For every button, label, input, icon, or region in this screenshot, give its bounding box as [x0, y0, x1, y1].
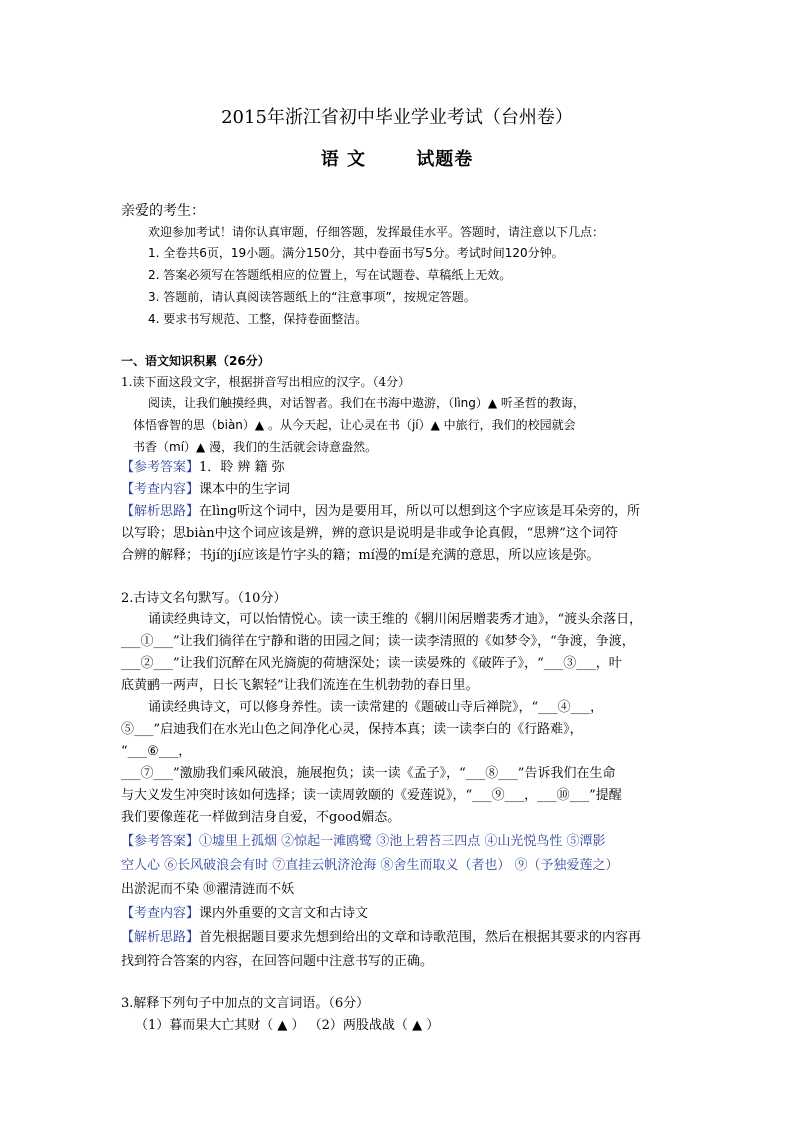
instruction-item: 2. 答案必须写在答题纸相应的位置上，写在试题卷、草稿纸上无效。	[148, 268, 512, 282]
greeting: 亲爱的考生：	[121, 203, 205, 219]
question-2-stem: 2.古诗文名句默写。（10分）	[121, 591, 287, 606]
q2-passage-line: 底黄鹂一两声，日长飞絮轻”让我们流连在生机勃勃的春日里。	[121, 678, 479, 693]
analysis-text: 在lìng听这个词中，因为是要用耳，所以可以想到这个字应该是耳朵旁的，所	[199, 504, 641, 519]
content-tag: 【考查内容】	[121, 906, 200, 921]
q2-passage-line: “___⑥___，	[121, 744, 192, 759]
q3-items: （1）暮而果大亡其财（ ▲ ） （2）两股战战（ ▲ ）	[135, 1018, 440, 1033]
q1-analysis	[121, 502, 640, 522]
exam-subtitle	[0, 148, 794, 172]
q2-passage-line: ⑤___”启迪我们在水光山色之间净化心灵，保持本真；读一读李白的《行路难》，	[121, 722, 583, 737]
q2-answer	[121, 832, 606, 852]
q1-passage-line: 体悟睿智的思（biàn）▲ 。从今天起，让心灵在书（jí）▲ 中旅行，我们的校园就会	[133, 418, 576, 432]
q2-passage-line: 与大义发生冲突时该如何选择；读一读周敦颐的《爱莲说》，“___⑨___，___⑩___”提醒	[121, 788, 622, 803]
q2-passage-line: ___①___”让我们徜徉在宁静和谐的田园之间；读一读李清照的《如梦令》，“争渡，争渡，	[121, 634, 635, 649]
analysis-tag: 【解析思路】	[121, 504, 200, 519]
paper-label: 试题卷	[416, 149, 474, 170]
answer-tag: 【参考答案】	[121, 460, 200, 475]
answer-text: 空人心 ⑥长风破浪会有时 ⑦直挂云帆济沧海 ⑧舍生而取义（者也） ⑨（予独爱莲之）	[121, 858, 619, 873]
answer-text: ①墟里上孤烟 ②惊起一滩鸥鹭 ③池上碧苔三四点 ④山光悦鸟性 ⑤潭影	[199, 834, 606, 849]
q2-passage-line: 我们要像莲花一样做到洁身自爱，不good媚态。	[121, 810, 401, 825]
subject-label: 语 文	[320, 149, 366, 170]
q2-passage-line: ___⑦___”激励我们乘风破浪，施展抱负；读一读《孟子》，“___⑧___”告诉我们在生命	[121, 766, 616, 781]
welcome-text: 欢迎参加考试！请你认真审题，仔细答题，发挥最佳水平。答题时，请注意以下几点：	[148, 225, 605, 239]
q2-content	[121, 904, 368, 924]
q2-passage-line: 诵读经典诗文，可以怡情悦心。读一读王维的《辋川闲居赠裴秀才迪》，“渡头余落日，	[148, 612, 643, 627]
q1-passage-line: 阅读，让我们触摸经典，对话智者。我们在书海中遨游，（lìng）▲ 听圣哲的教诲，	[148, 396, 585, 410]
analysis-text: 以写聆；思biàn中这个词应该是辨，辨的意识是说明是非或争论真假，“思辨”这个词符	[121, 526, 618, 541]
question-1-stem: 1.读下面这段文字，根据拼音写出相应的汉字。（4分）	[121, 375, 411, 389]
instruction-item: 4. 要求书写规范、工整，保持卷面整洁。	[148, 312, 368, 326]
content-text: 课本中的生字词	[199, 482, 291, 497]
instruction-item: 3. 答题前，请认真阅读答题纸上的“注意事项”，按规定答题。	[148, 290, 476, 304]
answer-text: 出淤泥而不染 ⑩濯清涟而不妖	[121, 882, 295, 897]
answer-text: 1．聆 辨 籍 弥	[199, 460, 285, 475]
exam-title: 2015年浙江省初中毕业学业考试（台州卷）	[221, 107, 573, 128]
question-3-stem: 3.解释下列句子中加点的文言词语。（6分）	[121, 996, 370, 1011]
analysis-text: 合辨的解释；书jí的jí应该是竹字头的籍；mí漫的mí是充满的意思，所以应该是弥。	[121, 548, 600, 563]
answer-tag: 【参考答案】	[121, 834, 200, 849]
q2-passage-line: 诵读经典诗文，可以修身养性。读一读常建的《题破山寺后禅院》，“___④___，	[148, 700, 604, 715]
instruction-item: 1. 全卷共6页，19小题。满分150分，其中卷面书写5分。考试时间120分钟。	[148, 246, 564, 260]
q1-passage-line: 书香（mí）▲ 漫，我们的生活就会诗意盎然。	[133, 440, 378, 454]
analysis-tag: 【解析思路】	[121, 930, 200, 945]
content-text: 课内外重要的文言文和古诗文	[199, 906, 369, 921]
analysis-text: 找到符合答案的内容，在回答问题中注意书写的正确。	[121, 954, 434, 969]
content-tag: 【考查内容】	[121, 482, 200, 497]
analysis-text: 首先根据题目要求先想到给出的文章和诗歌范围，然后在根据其要求的内容再	[199, 930, 642, 945]
q2-passage-line: ___②___”让我们沉醉在风光旖旎的荷塘深处；读一读晏殊的《破阵子》，“___③___，叶	[121, 656, 622, 671]
section-heading: 一、语文知识积累（26分）	[121, 354, 270, 368]
q2-analysis	[121, 928, 641, 948]
q1-answer	[121, 458, 285, 478]
q1-content	[121, 480, 290, 500]
